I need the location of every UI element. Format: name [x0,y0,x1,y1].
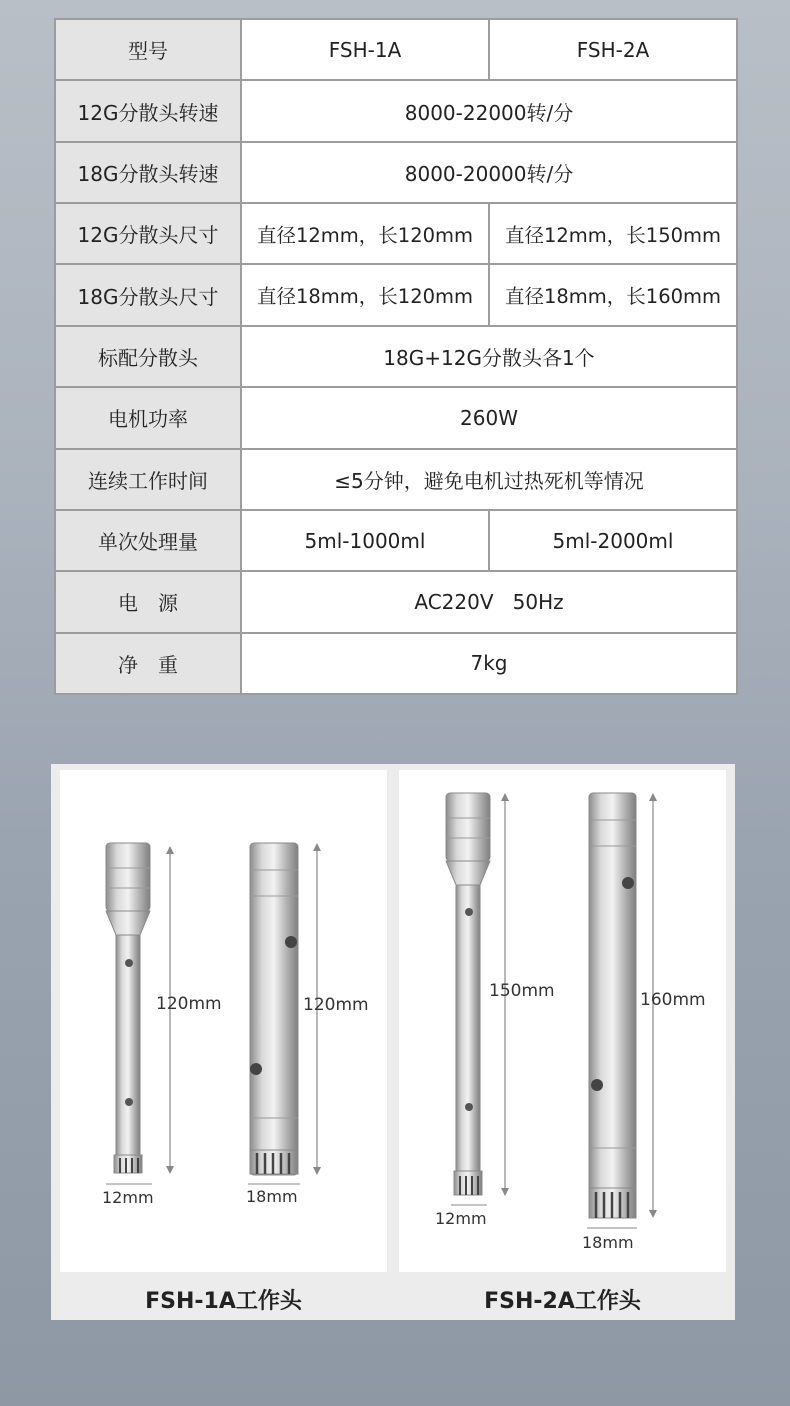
table-row [55,80,737,141]
row-label: 连续工作时间 [55,449,241,510]
header-model-1: FSH-1A [241,19,489,80]
fsh-1a-caption: FSH-1A工作头 [145,1289,302,1314]
probe-diameter-label: 12mm [435,1209,487,1228]
row-value: 260W [241,387,737,448]
table-row [55,203,737,264]
fsh-2a-probe-image [399,770,726,1272]
header-label: 型号 [55,19,241,80]
table-row [55,633,737,694]
probe-length-label: 150mm [489,981,555,1001]
probe-18mm-shaft [589,793,636,1218]
probe-diameter-label: 12mm [102,1188,154,1207]
probe-12mm-shaft [106,843,150,1173]
table-header-row [55,19,737,80]
fsh-1a-probe-drawing [60,770,387,1272]
spec-table [54,18,738,695]
probe-length-label: 160mm [640,990,706,1010]
table-row [55,571,737,632]
row-value-model-2: 直径12mm，长150mm [489,203,737,264]
row-value-model-2: 直径18mm，长160mm [489,264,737,325]
row-value: 7kg [241,633,737,694]
fsh-2a-caption: FSH-2A工作头 [484,1289,641,1314]
row-value-model-1: 直径18mm，长120mm [241,264,489,325]
row-label: 电 源 [55,571,241,632]
table-row [55,449,737,510]
table-row [55,142,737,203]
probe-12mm-shaft [446,793,490,1195]
row-label: 电机功率 [55,387,241,448]
row-value-model-1: 直径12mm，长120mm [241,203,489,264]
probe-length-label: 120mm [156,994,222,1014]
row-label: 单次处理量 [55,510,241,571]
row-label: 净 重 [55,633,241,694]
probe-18mm-shaft [250,843,298,1175]
fsh-2a-probe-drawing [399,770,726,1272]
probe-diameter-label: 18mm [582,1233,634,1252]
table-row [55,326,737,387]
row-label: 标配分散头 [55,326,241,387]
row-value-model-2: 5ml-2000ml [489,510,737,571]
row-value: 18G+12G分散头各1个 [241,326,737,387]
table-row [55,510,737,571]
fsh-1a-probe-image [60,770,387,1272]
row-value: ≤5分钟，避免电机过热死机等情况 [241,449,737,510]
row-value: AC220V 50Hz [241,571,737,632]
row-label: 18G分散头尺寸 [55,264,241,325]
row-label: 18G分散头转速 [55,142,241,203]
probe-photo-panel [51,764,735,1320]
header-model-2: FSH-2A [489,19,737,80]
row-value: 8000-20000转/分 [241,142,737,203]
row-label: 12G分散头转速 [55,80,241,141]
table-row [55,264,737,325]
table-row [55,387,737,448]
probe-length-label: 120mm [303,995,369,1015]
row-value-model-1: 5ml-1000ml [241,510,489,571]
row-label: 12G分散头尺寸 [55,203,241,264]
row-value: 8000-22000转/分 [241,80,737,141]
probe-diameter-label: 18mm [246,1187,298,1206]
